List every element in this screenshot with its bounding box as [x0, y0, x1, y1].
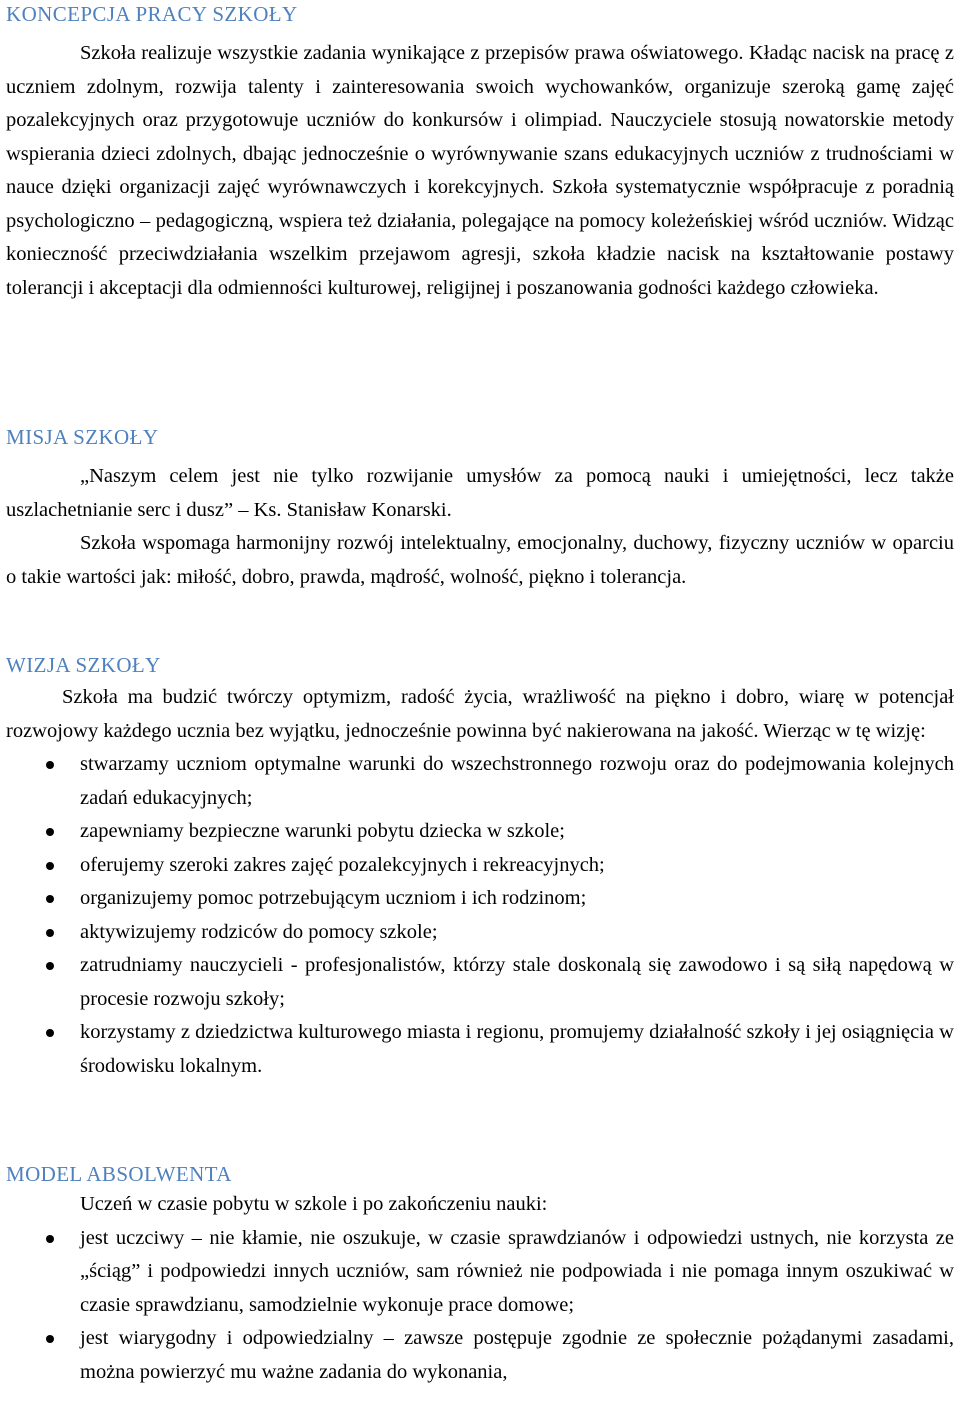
bullet-icon [46, 1335, 54, 1343]
list-item [6, 1222, 954, 1323]
heading-misja: MISJA SZKOŁY [6, 425, 159, 449]
list-item [6, 882, 954, 916]
list-item-text: zapewniamy bezpieczne warunki pobytu dziecka w szkole; [80, 820, 565, 842]
bullet-icon [46, 962, 54, 970]
bullet-icon [46, 895, 54, 903]
paragraph-model-intro: Uczeń w czasie pobytu w szkole i po zakończeniu nauki: [80, 1193, 548, 1215]
list-item-text: korzystamy z dziedzictwa kulturowego miasta i regionu, promujemy działalność szkoły i jej osiągnięcia w środowisku lokalnym. [80, 1021, 954, 1077]
list-item [6, 1016, 954, 1083]
list-item-text: organizujemy pomoc potrzebującym uczniom i ich rodzinom; [80, 887, 587, 909]
section-model [6, 1160, 954, 1389]
bullet-icon [46, 862, 54, 870]
list-item [6, 1322, 954, 1389]
paragraph-misja: Szkoła wspomaga harmonijny rozwój intelektualny, emocjonalny, duchowy, fizyczny uczniów w oparciu o takie wartości jak: miłość, dobro, prawda, mądrość, wolność, piękno i tolerancja. [6, 532, 954, 588]
list-item-text: jest uczciwy – nie kłamie, nie oszukuje, w czasie sprawdzianów i odpowiedzi ustnych, nie korzysta ze „ściąg” i podpowiedzi innych uczniów, sam również nie podpowiada i nie pomaga innym oszukiwać w czasie sprawdzianu, samodzielnie wykonuje prace domowe; [80, 1226, 954, 1316]
list-item-text: zatrudniamy nauczycieli - profesjonalistów, którzy stale doskonalą się zawodowo i są siłą napędową w procesie rozwoju szkoły; [80, 954, 954, 1010]
paragraph-wizja: Szkoła ma budzić twórczy optymizm, radość życia, wrażliwość na piękno i dobro, wiarę w potencjał rozwojowy każdego ucznia bez wyjątku, jednocześnie powinna być nakierowana na jakość. Wierząc w tę wizję: [6, 686, 954, 742]
list-item [6, 849, 954, 883]
section-koncepcja [6, 0, 954, 305]
list-item-text: aktywizujemy rodziców do pomocy szkole; [80, 920, 438, 943]
list-item-text: jest wiarygodny i odpowiedzialny – zawsze postępuje zgodnie ze społecznie pożądanymi zasadami, można powierzyć mu ważne zadania do wykonania, [80, 1327, 954, 1383]
model-list [6, 1222, 954, 1390]
list-item [6, 815, 954, 849]
list-item-text: stwarzamy uczniom optymalne warunki do wszechstronnego rozwoju oraz do podejmowania kolejnych zadań edukacyjnych; [80, 753, 954, 809]
bullet-icon [46, 828, 54, 836]
quote-konarski: „Naszym celem jest nie tylko rozwijanie umysłów za pomocą nauki i umiejętności, lecz także uszlachetnianie serc i dusz” – Ks. Stanisław Konarski. [6, 465, 954, 521]
list-item-text: oferujemy szeroki zakres zajęć pozalekcyjnych i rekreacyjnych; [80, 853, 605, 876]
list-item [6, 748, 954, 815]
bullet-icon [46, 1235, 54, 1243]
bullet-icon [46, 761, 54, 769]
list-item [6, 949, 954, 1016]
list-item [6, 916, 954, 950]
bullet-icon [46, 929, 54, 937]
section-misja [6, 423, 954, 594]
bullet-icon [46, 1029, 54, 1037]
heading-wizja: WIZJA SZKOŁY [6, 653, 161, 677]
paragraph-koncepcja: Szkoła realizuje wszystkie zadania wynikające z przepisów prawa oświatowego. Kładąc nacisk na pracę z uczniem zdolnym, rozwija talenty i zainteresowania swoich wychowanków, organizuje szeroką gamę zajęć pozalekcyjnych oraz przygotowuje uczniów do konkursów i olimpiad. Nauczyciele stosują nowatorskie metody wspierania dzieci zdolnych, dbając jednocześnie o wyrównywanie szans edukacyjnych uczniów z trudnościami w nauce dzięki organizacji zajęć wyrównawczych i korekcyjnych. Szkoła systematycznie współpracuje z poradnią psychologiczno – pedagogiczną, wspiera też działania, polegające na pomocy koleżeńskiej wśród uczniów. Widząc konieczność przeciwdziałania wszelkim przejawom agresji, szkoła kładzie nacisk na kształtowanie postawy tolerancji i akceptacji dla odmienności kulturowej, religijnej i poszanowania godności każdego człowieka. [6, 42, 954, 299]
section-wizja [6, 651, 954, 1083]
wizja-list [6, 748, 954, 1083]
heading-model: MODEL ABSOLWENTA [6, 1162, 232, 1186]
heading-koncepcja: KONCEPCJA PRACY SZKOŁY [6, 2, 298, 26]
